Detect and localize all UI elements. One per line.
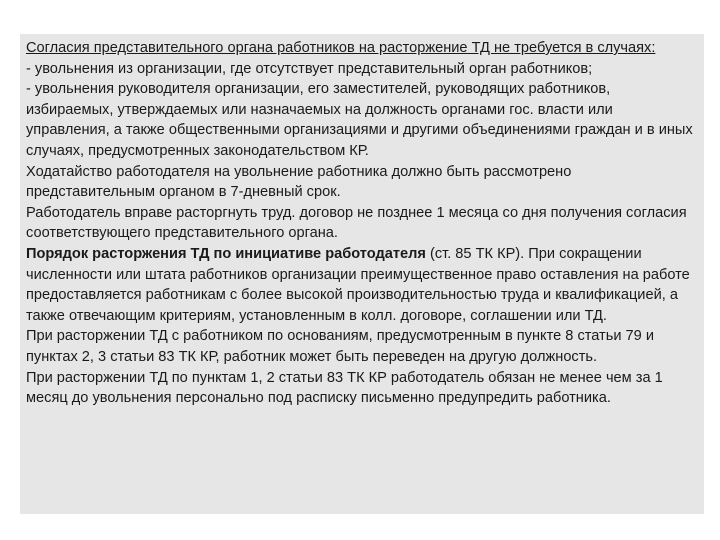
paragraph-notice: При расторжении ТД по пунктам 1, 2 статьи 83 ТК КР работодатель обязан не менее чем за 1 месяц до увольнения персонально под расписку письменно предупредить работника.	[26, 369, 663, 407]
order-title: Порядок расторжения ТД по инициативе работодателя	[26, 245, 426, 262]
bullet-item: - увольнения из организации, где отсутствует представительный орган работников;	[26, 60, 593, 77]
text-block	[20, 34, 704, 514]
bullet-item: - увольнения руководителя организации, его заместителей, руководящих работников, избираемых, утверждаемых или назначаемых на должность органами гос. власти или управления, а также общественными организациями и другими объединениями граждан и в иных случаях, предусмотренных законодательством КР.	[26, 81, 693, 159]
paragraph-petition: Ходатайство работодателя на увольнение работника должно быть рассмотрено представительным органом в 7-дневный срок.	[26, 163, 572, 201]
paragraph-employer-right: Работодатель вправе расторгнуть труд. договор не позднее 1 месяца со дня получения согласия соответствующего представительного органа.	[26, 204, 687, 242]
paragraph-order	[26, 244, 698, 326]
order-text: (ст. 85 ТК КР). При сокращении численности или штата работников организации преимущественное право оставления на работе предоставляется работникам с более высокой производительностью труда и квалификацией, а также отвечающим критериям, установленным в колл. договоре, соглашении или ТД.	[26, 245, 690, 324]
heading-text: Согласия представительного органа работников на расторжение ТД не требуется в случаях:	[26, 40, 656, 56]
paragraph-transfer: При расторжении ТД с работником по основаниям, предусмотренным в пункте 8 статьи 79 и пунктах 2, 3 статьи 83 ТК КР, работник может быть переведен на другую должность.	[26, 328, 654, 365]
